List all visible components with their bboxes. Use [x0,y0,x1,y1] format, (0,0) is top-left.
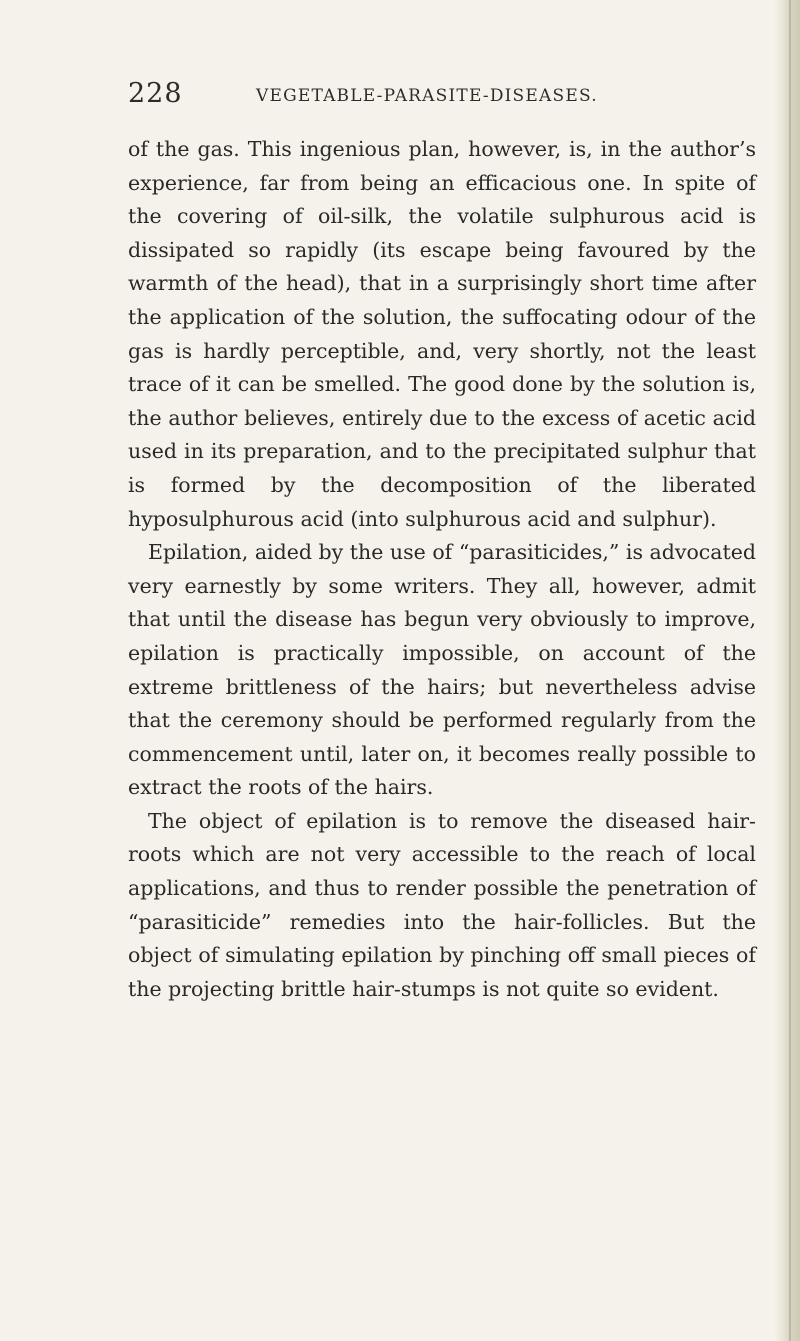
page-edge-shadow [774,0,800,1341]
page-edge-line [789,0,791,1341]
paragraph-1: of the gas. This ingenious plan, however, is, in the author’s experience, far from being an efficacious one. In spite of the covering of oil-silk, the volatile sulphurous acid is dissipated so rapidly (its escape being favoured by the warmth of the head), that in a surprisingly short time after the application of the solution, the suffocating odour of the gas is hardly perceptible, and, very shortly, not the least trace of it can be smelled. The good done by the solution is, the author believes, entirely due to the excess of acetic acid used in its preparation, and to the precipitated sulphur that is formed by the decomposition of the liberated hyposulphurous acid (into sulphurous acid and sulphur). [128,137,756,531]
paragraph-3: The object of epilation is to remove the diseased hair-roots which are not very accessible to the reach of local applications, and thus to render possible the penetration of “parasiticide” remedies into the hair-follicles. But the object of simulating epilation by pinching off small pieces of the projecting brittle hair-stumps is not quite so evident. [128,808,756,1001]
running-head: VEGETABLE-PARASITE-DISEASES. [256,86,598,106]
body-text [128,133,756,1006]
paragraph-2: Epilation, aided by the use of “parasiticides,” is advocated very earnestly by some writers. They all, however, admit that until the disease has begun very obviously to improve, epilation is practically impossible, on account of the extreme brittleness of the hairs; but nevertheless advise that the ceremony should be performed regularly from the commencement until, later on, it becomes really possible to extract the roots of the hairs. [128,540,756,800]
page-header [128,78,760,118]
page-number: 228 [128,78,183,109]
